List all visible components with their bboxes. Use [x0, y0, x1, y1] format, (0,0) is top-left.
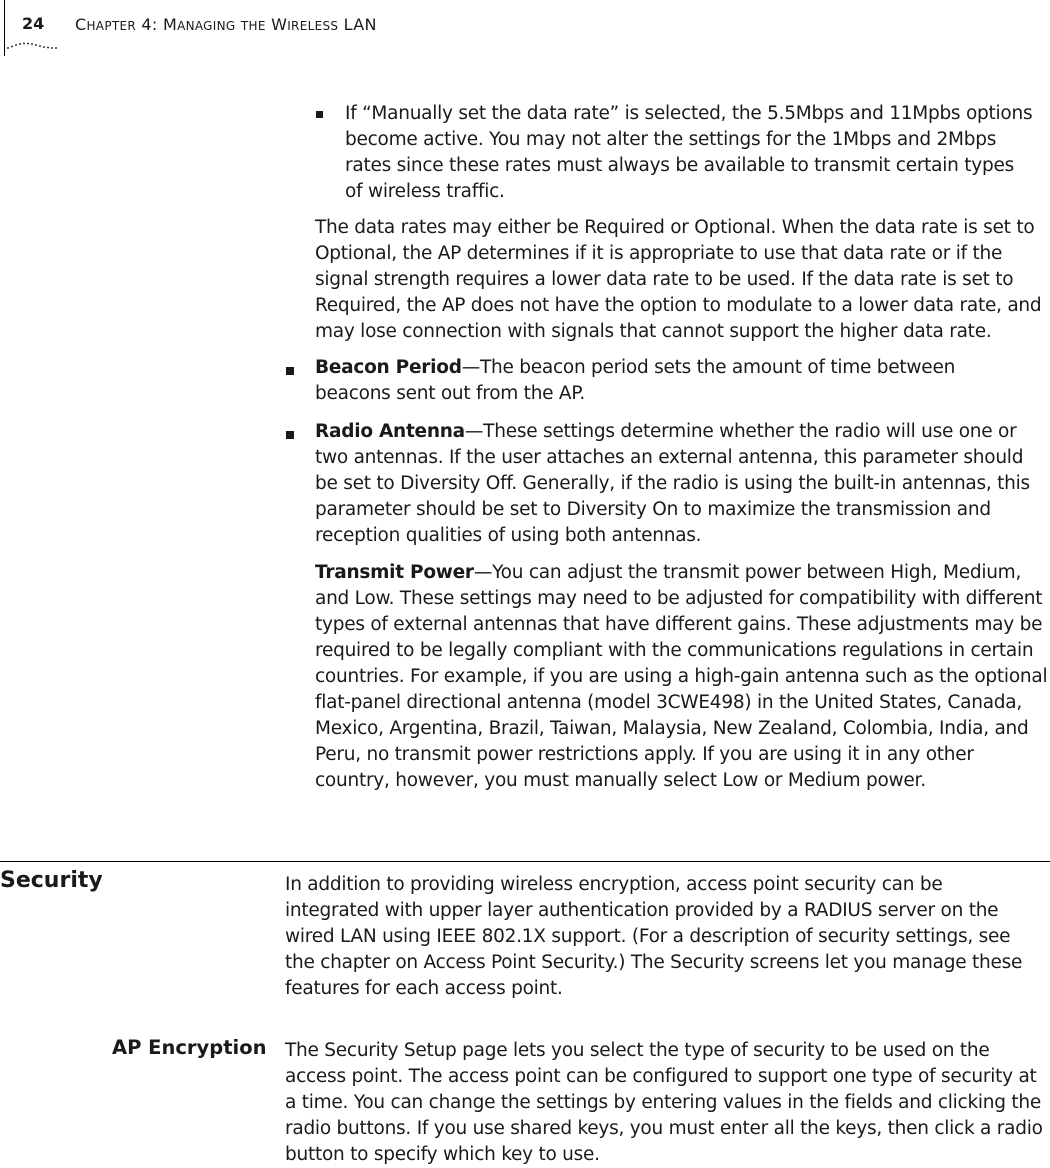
list-item-radio-antenna: Radio Antenna—These settings determine whether the radio will use one or two antennas. If the user attaches an external antenna, this parameter should be set to Diversity Off. Generally, if the radio is using the built-in antennas, this parameter should be set to Diversity On to maximize the transmission and reception qualities of using both antennas. — [315, 421, 1030, 546]
paragraph-data-rates: The data rates may either be Required or Optional. When the data rate is set to Optional, the AP determines if it is appropriate to use that data rate or if the signal strength requires a lower data rate to be used. If the data rate is set to Required, the AP does not have the option to modulate to a lower data rate, and may lose connection with signals that cannot support the higher data rate. — [315, 217, 1042, 342]
header-rule — [4, 0, 5, 56]
paragraph-ap-encryption: The Security Setup page lets you select the type of security to be used on the access point. The access point can be configured to support one type of security at a time. You can change the settings by entering values in the fields and clicking the radio buttons. If you use shared keys, you must enter all the keys, then click a radio button to specify which key to use. — [285, 1040, 1043, 1165]
section-divider — [0, 861, 1050, 862]
subsection-heading-ap-encryption: AP Encryption — [112, 1036, 267, 1059]
section-heading-security: Security — [0, 868, 103, 893]
paragraph-security: In addition to providing wireless encryption, access point security can be integrated with upper layer authentication provided by a RADIUS server on the wired LAN using IEEE 802.1X support. (For a description of security settings, see the chapter on Access Point Security.) The Security screens let you manage these features for each access point. — [285, 874, 1023, 999]
page-number: 24 — [22, 14, 45, 33]
term-label: Radio Antenna — [315, 421, 465, 442]
header-dotted-rule — [6, 42, 58, 50]
paragraph-transmit-power: Transmit Power—You can adjust the transmit power between High, Medium, and Low. These settings may need to be adjusted for compatibility with different types of external antennas that have different gains. These adjustments may be required to be legally compliant with the communications regulations in certain countries. For example, if you are using a high-gain antenna such as the optional flat-panel directional antenna (model 3CWE498) in the United States, Canada, Mexico, Argentina, Brazil, Taiwan, Malaysia, New Zealand, Colombia, India, and Peru, no transmit power restrictions apply. If you are using it in any other country, however, you must manually select Low or Medium power. — [315, 562, 1048, 791]
chapter-title: CHAPTER 4: MANAGING THE WIRELESS LAN — [75, 15, 377, 34]
bullet-icon — [286, 367, 294, 375]
term-label: Beacon Period — [315, 357, 462, 378]
bullet-icon — [316, 111, 323, 118]
list-item: If “Manually set the data rate” is selected, the 5.5Mbps and 11Mpbs options become active. You may not alter the settings for the 1Mbps and 2Mbps rates since these rates must always be available to transmit certain types of wireless traffic. — [345, 103, 1033, 202]
list-item-beacon-period: Beacon Period—The beacon period sets the amount of time between beacons sent out from the AP. — [315, 357, 956, 404]
term-label: Transmit Power — [315, 562, 474, 583]
bullet-icon — [286, 431, 294, 439]
